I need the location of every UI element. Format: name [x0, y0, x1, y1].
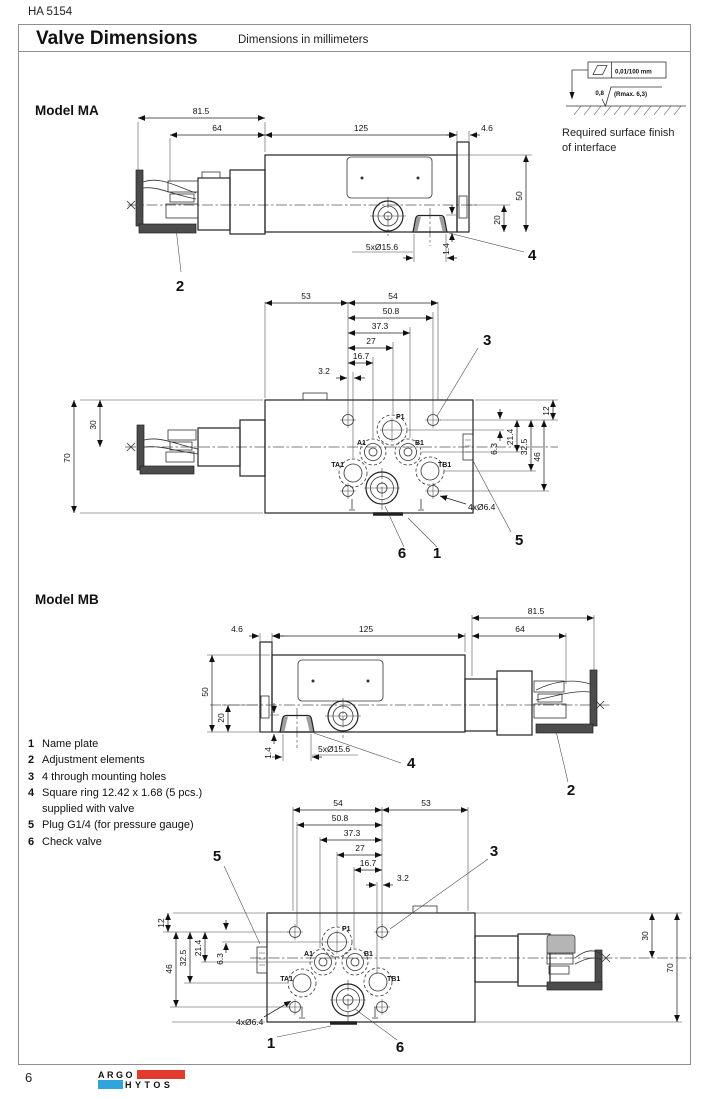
plug-g14: [257, 947, 267, 973]
dim-height: 50: [200, 687, 210, 697]
port-ta1: TA1: [331, 462, 344, 469]
subplate-strip: [457, 142, 469, 232]
dim-height: 50: [514, 191, 524, 201]
dim-37-3: 37.3: [371, 321, 389, 331]
dim-37-3: 37.3: [343, 828, 361, 838]
mounting-holes: [340, 412, 441, 499]
callout-4: 4: [407, 755, 416, 772]
dim-ring-height: 1.4: [263, 747, 273, 759]
adjustment-end: [475, 934, 610, 990]
surface-finish-caption: Required surface finish of interface: [562, 127, 675, 154]
callout-1: 1: [266, 1035, 276, 1052]
dim-holes: 4xØ6.4: [468, 502, 496, 512]
doc-code: HA 5154: [28, 6, 73, 18]
dim-32-5: 32.5: [178, 949, 188, 967]
model-mb-side-view: [200, 598, 662, 800]
logo-red-block: [137, 1070, 185, 1079]
port-tb1: TB1: [438, 462, 452, 469]
dim-square-ring: 5xØ15.6: [318, 744, 351, 754]
dim-6-3: 6.3: [215, 953, 225, 965]
centerlines: [210, 698, 612, 748]
flatness-frame: [588, 62, 666, 78]
adjustment-end: [127, 420, 265, 476]
dim-50-8: 50.8: [331, 813, 349, 823]
callout-2: 2: [175, 278, 185, 295]
dim-overall: 81.5: [527, 606, 545, 616]
callout-2: 2: [566, 782, 576, 799]
dim-6-3: 6.3: [489, 443, 499, 455]
dim-3-2: 3.2: [318, 366, 330, 376]
dim-adjuster: 64: [212, 123, 222, 133]
port-p1: P1: [396, 414, 405, 421]
callout-5: 5: [515, 532, 524, 549]
surface-finish-symbol: [558, 54, 698, 124]
lever-bracket: [136, 170, 143, 226]
roughness-note: (Rmax. 6,3): [614, 91, 648, 98]
dim-12: 12: [541, 406, 551, 416]
flatness-value: 0,01/100 mm: [615, 68, 652, 76]
dim-54: 54: [333, 798, 343, 808]
page-number: 6: [25, 1070, 33, 1085]
dim-holes: 4xØ6.4: [236, 1017, 264, 1027]
dim-body: 125: [353, 123, 369, 133]
dim-overall: 81.5: [192, 106, 210, 116]
legend-item-2: 2 Adjustment elements: [28, 754, 145, 767]
model-ma-top-view: [60, 288, 565, 568]
dim-3-2: 3.2: [397, 873, 409, 883]
dim-27: 27: [366, 336, 376, 346]
dimensions: [62, 291, 553, 513]
ports: [280, 924, 400, 1016]
name-plate: [298, 660, 383, 701]
dim-50-8: 50.8: [382, 306, 400, 316]
dim-body: 125: [358, 624, 374, 634]
dim-53: 53: [301, 291, 311, 301]
dim-46: 46: [164, 964, 174, 974]
dim-27: 27: [355, 843, 365, 853]
dim-adjuster: 64: [515, 624, 525, 634]
callout-3: 3: [489, 843, 499, 860]
roughness-value: 0,8: [595, 90, 604, 97]
callout-1: 1: [432, 545, 442, 562]
dim-12: 12: [156, 918, 166, 928]
logo-argo-text: ARGO: [98, 1069, 135, 1080]
model-ma-label: Model MA: [35, 103, 99, 118]
clamp-marks: [349, 499, 424, 510]
legend-item-1: 1 Name plate: [28, 738, 99, 750]
adjustment-end: [465, 670, 604, 735]
model-mb-bottom-view: [155, 798, 700, 1062]
roughness-symbol: [595, 87, 662, 106]
dim-16-7: 16.7: [352, 351, 370, 361]
mounting-holes: [287, 924, 390, 1015]
callout-3: 3: [483, 332, 492, 349]
dim-ring-height: 1.4: [441, 243, 451, 255]
dim-53: 53: [421, 798, 431, 808]
subplate-strip: [260, 642, 272, 732]
dim-70: 70: [665, 963, 675, 973]
port-b1: B1: [364, 951, 373, 958]
extension-lines: [207, 615, 594, 761]
dim-70: 70: [62, 453, 72, 463]
arrow-down-icon: [570, 92, 575, 100]
title-bar: [19, 25, 690, 52]
leader: [570, 70, 589, 100]
legend-item-4-cont: supplied with valve: [42, 803, 135, 816]
dim-port-height: 20: [492, 215, 502, 225]
dim-46: 46: [532, 452, 542, 462]
surface-finish-note: [558, 54, 698, 154]
dim-plate: 4.6: [231, 624, 243, 634]
dim-54: 54: [388, 291, 398, 301]
callout-6: 6: [395, 1039, 405, 1056]
port-b1: B1: [415, 440, 424, 447]
dim-30: 30: [88, 420, 98, 430]
parallelogram-icon: [593, 66, 607, 75]
dim-plate: 4.6: [481, 123, 493, 133]
port-p1: P1: [342, 926, 351, 933]
callout-4: 4: [528, 247, 537, 264]
page-subtitle: Dimensions in millimeters: [238, 34, 369, 46]
argo-hytos-logo: [98, 1070, 185, 1090]
callout-5: 5: [212, 848, 222, 865]
valve-body: [265, 142, 469, 232]
check-valve: [330, 984, 366, 1016]
dim-21-4: 21.4: [193, 939, 203, 957]
check-valve: [364, 472, 400, 504]
legend-item-5: 5 Plug G1/4 (for pressure gauge): [28, 819, 194, 832]
dim-21-4: 21.4: [505, 428, 515, 446]
port-tb1: TB1: [387, 976, 401, 983]
legend-item-4: 4 Square ring 12.42 x 1.68 (5 pcs.): [28, 786, 203, 799]
centerlines: [125, 447, 558, 510]
dim-port-height: 20: [216, 713, 226, 723]
model-ma-side-view: [125, 100, 545, 295]
logo-hytos-text: HYTOS: [125, 1079, 174, 1090]
ports: [331, 412, 451, 504]
valve-body: [260, 642, 465, 732]
model-mb-label: Model MB: [35, 592, 99, 607]
dimensions: [138, 106, 526, 258]
dim-square-ring: 5xØ15.6: [365, 242, 399, 252]
callouts: [314, 731, 575, 799]
dim-30: 30: [640, 931, 650, 941]
lever-bracket: [590, 670, 597, 726]
dim-32-5: 32.5: [519, 438, 529, 456]
logo-cyan-block: [98, 1080, 123, 1089]
callout-6: 6: [397, 545, 407, 562]
port-a1: A1: [357, 440, 366, 447]
legend-item-6: 6 Check valve: [28, 835, 102, 848]
page-title: Valve Dimensions: [36, 28, 198, 49]
adjustment-end: [127, 170, 265, 234]
port-ta1: TA1: [280, 976, 293, 983]
legend: [28, 736, 263, 850]
hatched-surface: [566, 106, 686, 115]
callouts: [176, 228, 537, 295]
legend-item-3: 3 4 through mounting holes: [28, 770, 167, 783]
port-a1: A1: [304, 951, 313, 958]
dim-16-7: 16.7: [359, 858, 377, 868]
